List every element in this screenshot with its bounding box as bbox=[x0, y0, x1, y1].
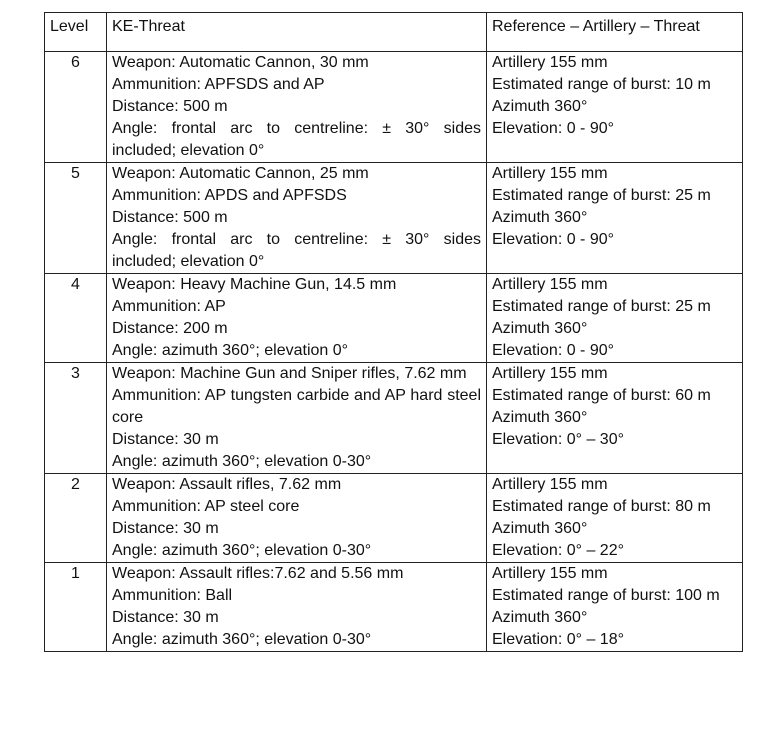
reference-cell bbox=[487, 474, 743, 563]
ref-elevation: Elevation: 0 - 90° bbox=[492, 342, 615, 359]
ke-ammunition: Ammunition: APFSDS and AP bbox=[112, 76, 325, 93]
ke-distance: Distance: 30 m bbox=[112, 609, 219, 626]
ke-distance: Distance: 30 m bbox=[112, 520, 219, 537]
level-cell: 1 bbox=[45, 563, 107, 652]
ref-azimuth: Azimuth 360° bbox=[492, 209, 588, 226]
ref-elevation: Elevation: 0° – 30° bbox=[492, 431, 624, 448]
ke-distance: Distance: 500 m bbox=[112, 209, 228, 226]
ke-angle: Angle: frontal arc to centreline: ± 30° sides included; elevation 0° bbox=[112, 231, 481, 270]
ref-burst-range: Estimated range of burst: 25 m bbox=[492, 187, 711, 204]
reference-cell bbox=[487, 52, 743, 163]
ref-artillery: Artillery 155 mm bbox=[492, 565, 608, 582]
ref-azimuth: Azimuth 360° bbox=[492, 520, 588, 537]
table-row bbox=[45, 274, 743, 363]
ref-elevation: Elevation: 0 - 90° bbox=[492, 120, 615, 137]
table-row bbox=[45, 474, 743, 563]
table-row bbox=[45, 163, 743, 274]
ref-elevation: Elevation: 0° – 22° bbox=[492, 542, 624, 559]
level-cell: 3 bbox=[45, 363, 107, 474]
ref-azimuth: Azimuth 360° bbox=[492, 609, 588, 626]
level-cell: 2 bbox=[45, 474, 107, 563]
ref-azimuth: Azimuth 360° bbox=[492, 98, 588, 115]
ke-threat-cell bbox=[107, 563, 487, 652]
ref-artillery: Artillery 155 mm bbox=[492, 54, 608, 71]
ref-artillery: Artillery 155 mm bbox=[492, 365, 608, 382]
ref-azimuth: Azimuth 360° bbox=[492, 320, 588, 337]
ke-angle: Angle: azimuth 360°; elevation 0-30° bbox=[112, 453, 372, 470]
ke-ammunition: Ammunition: AP bbox=[112, 298, 226, 315]
level-cell: 4 bbox=[45, 274, 107, 363]
header-ke-threat: KE-Threat bbox=[107, 13, 487, 52]
reference-cell bbox=[487, 163, 743, 274]
threat-level-table bbox=[44, 12, 743, 652]
ke-weapon: Weapon: Assault rifles:7.62 and 5.56 mm bbox=[112, 565, 404, 582]
ke-angle: Angle: azimuth 360°; elevation 0° bbox=[112, 342, 349, 359]
ref-artillery: Artillery 155 mm bbox=[492, 476, 608, 493]
header-reference: Reference – Artillery – Threat bbox=[487, 13, 743, 52]
ke-angle: Angle: frontal arc to centreline: ± 30° sides included; elevation 0° bbox=[112, 120, 481, 159]
ke-weapon: Weapon: Machine Gun and Sniper rifles, 7.62 mm bbox=[112, 365, 467, 382]
table-row bbox=[45, 363, 743, 474]
ke-ammunition: Ammunition: AP tungsten carbide and AP hard steel core bbox=[112, 387, 481, 426]
table-row bbox=[45, 52, 743, 163]
ke-threat-cell bbox=[107, 474, 487, 563]
ref-burst-range: Estimated range of burst: 10 m bbox=[492, 76, 711, 93]
ke-distance: Distance: 200 m bbox=[112, 320, 228, 337]
ke-threat-cell bbox=[107, 163, 487, 274]
table-row bbox=[45, 563, 743, 652]
ke-distance: Distance: 500 m bbox=[112, 98, 228, 115]
level-cell: 6 bbox=[45, 52, 107, 163]
ke-weapon: Weapon: Assault rifles, 7.62 mm bbox=[112, 476, 342, 493]
ke-threat-cell bbox=[107, 363, 487, 474]
ke-angle: Angle: azimuth 360°; elevation 0-30° bbox=[112, 631, 372, 648]
ref-burst-range: Estimated range of burst: 100 m bbox=[492, 587, 720, 604]
reference-cell bbox=[487, 563, 743, 652]
header-level: Level bbox=[45, 13, 107, 52]
ke-angle: Angle: azimuth 360°; elevation 0-30° bbox=[112, 542, 372, 559]
ke-weapon: Weapon: Automatic Cannon, 30 mm bbox=[112, 54, 369, 71]
ref-burst-range: Estimated range of burst: 60 m bbox=[492, 387, 711, 404]
ke-ammunition: Ammunition: APDS and APFSDS bbox=[112, 187, 347, 204]
ref-azimuth: Azimuth 360° bbox=[492, 409, 588, 426]
ref-elevation: Elevation: 0 - 90° bbox=[492, 231, 615, 248]
level-cell: 5 bbox=[45, 163, 107, 274]
ke-weapon: Weapon: Automatic Cannon, 25 mm bbox=[112, 165, 369, 182]
ref-elevation: Elevation: 0° – 18° bbox=[492, 631, 624, 648]
header-row bbox=[45, 13, 743, 52]
ke-threat-cell bbox=[107, 274, 487, 363]
reference-cell bbox=[487, 363, 743, 474]
ke-threat-cell bbox=[107, 52, 487, 163]
ref-artillery: Artillery 155 mm bbox=[492, 165, 608, 182]
ke-ammunition: Ammunition: AP steel core bbox=[112, 498, 300, 515]
ke-ammunition: Ammunition: Ball bbox=[112, 587, 233, 604]
ref-artillery: Artillery 155 mm bbox=[492, 276, 608, 293]
reference-cell bbox=[487, 274, 743, 363]
ke-weapon: Weapon: Heavy Machine Gun, 14.5 mm bbox=[112, 276, 397, 293]
ke-distance: Distance: 30 m bbox=[112, 431, 219, 448]
ref-burst-range: Estimated range of burst: 80 m bbox=[492, 498, 711, 515]
ref-burst-range: Estimated range of burst: 25 m bbox=[492, 298, 711, 315]
